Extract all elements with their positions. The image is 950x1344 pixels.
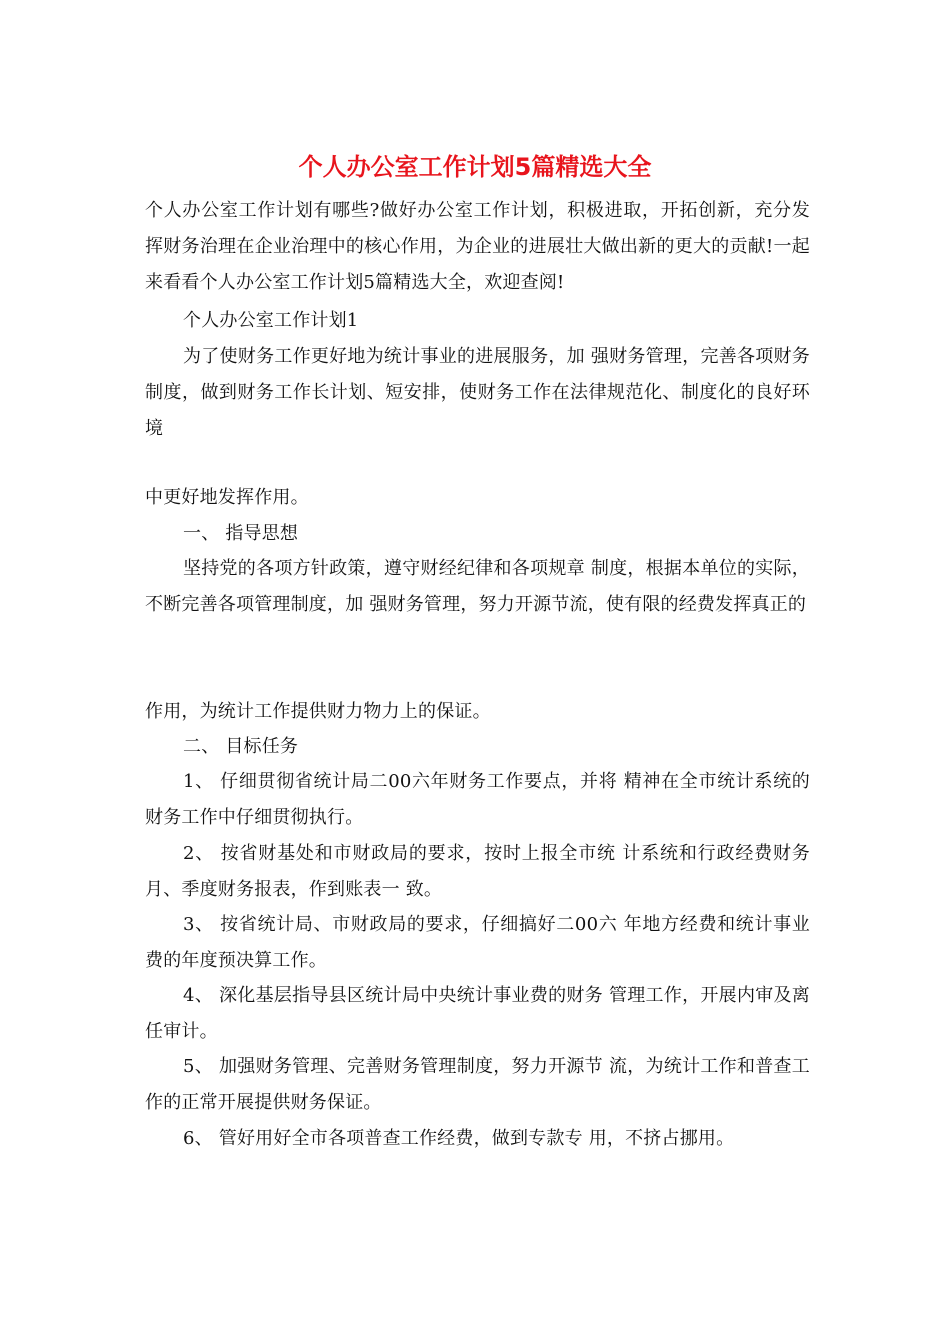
list-item: 3、 按省统计局、市财政局的要求，仔细搞好二00六 年地方经费和统计事业费的年度预决算工作。 [145, 914, 810, 971]
document-title: 个人办公室工作计划5篇精选大全 [298, 153, 652, 181]
paragraph-guiding-thought: 坚持党的各项方针政策，遵守财经纪律和各项规章 制度，根据本单位的实际，不断完善各项管理制度，加 强财务管理，努力开源节流，使有限的经费发挥真正的 [145, 558, 810, 615]
list-item: 1、 仔细贯彻省统计局二00六年财务工作要点，并将 精神在全市统计系统的财务工作中仔细贯彻执行。 [145, 771, 810, 828]
intro-paragraph: 个人办公室工作计划有哪些?做好办公室工作计划，积极进取，开拓创新，充分发挥财务治理在企业治理中的核心作用，为企业的进展壮大做出新的更大的贡献!一起来看看个人办公室工作计划5篇精选大全，欢迎查阅! [145, 200, 810, 293]
heading-target-tasks: 二、 目标任务 [183, 736, 299, 757]
list-item: 4、 深化基层指导县区统计局中央统计事业费的财务 管理工作，开展内审及离任审计。 [145, 985, 810, 1042]
heading-guiding-thought: 一、 指导思想 [183, 523, 299, 544]
paragraph-guiding-thought-continued: 作用，为统计工作提供财力物力上的保证。 [145, 701, 491, 722]
list-item: 2、 按省财基处和市财政局的要求，按时上报全市统 计系统和行政经费财务月、季度财务报表，作到账表一 致。 [145, 843, 810, 900]
paragraph-purpose: 为了使财务工作更好地为统计事业的进展服务，加 强财务管理，完善各项财务制度，做到财务工作长计划、短安排，使财务工作在法律规范化、制度化的良好环境 [145, 346, 810, 439]
paragraph-purpose-continued: 中更好地发挥作用。 [145, 487, 309, 508]
list-item: 6、 管好用好全市各项普查工作经费，做到专款专 用，不挤占挪用。 [183, 1128, 735, 1149]
list-item: 5、 加强财务管理、完善财务管理制度，努力开源节 流，为统计工作和普查工作的正常开展提供财务保证。 [145, 1056, 810, 1113]
section-heading: 个人办公室工作计划1 [183, 310, 359, 331]
